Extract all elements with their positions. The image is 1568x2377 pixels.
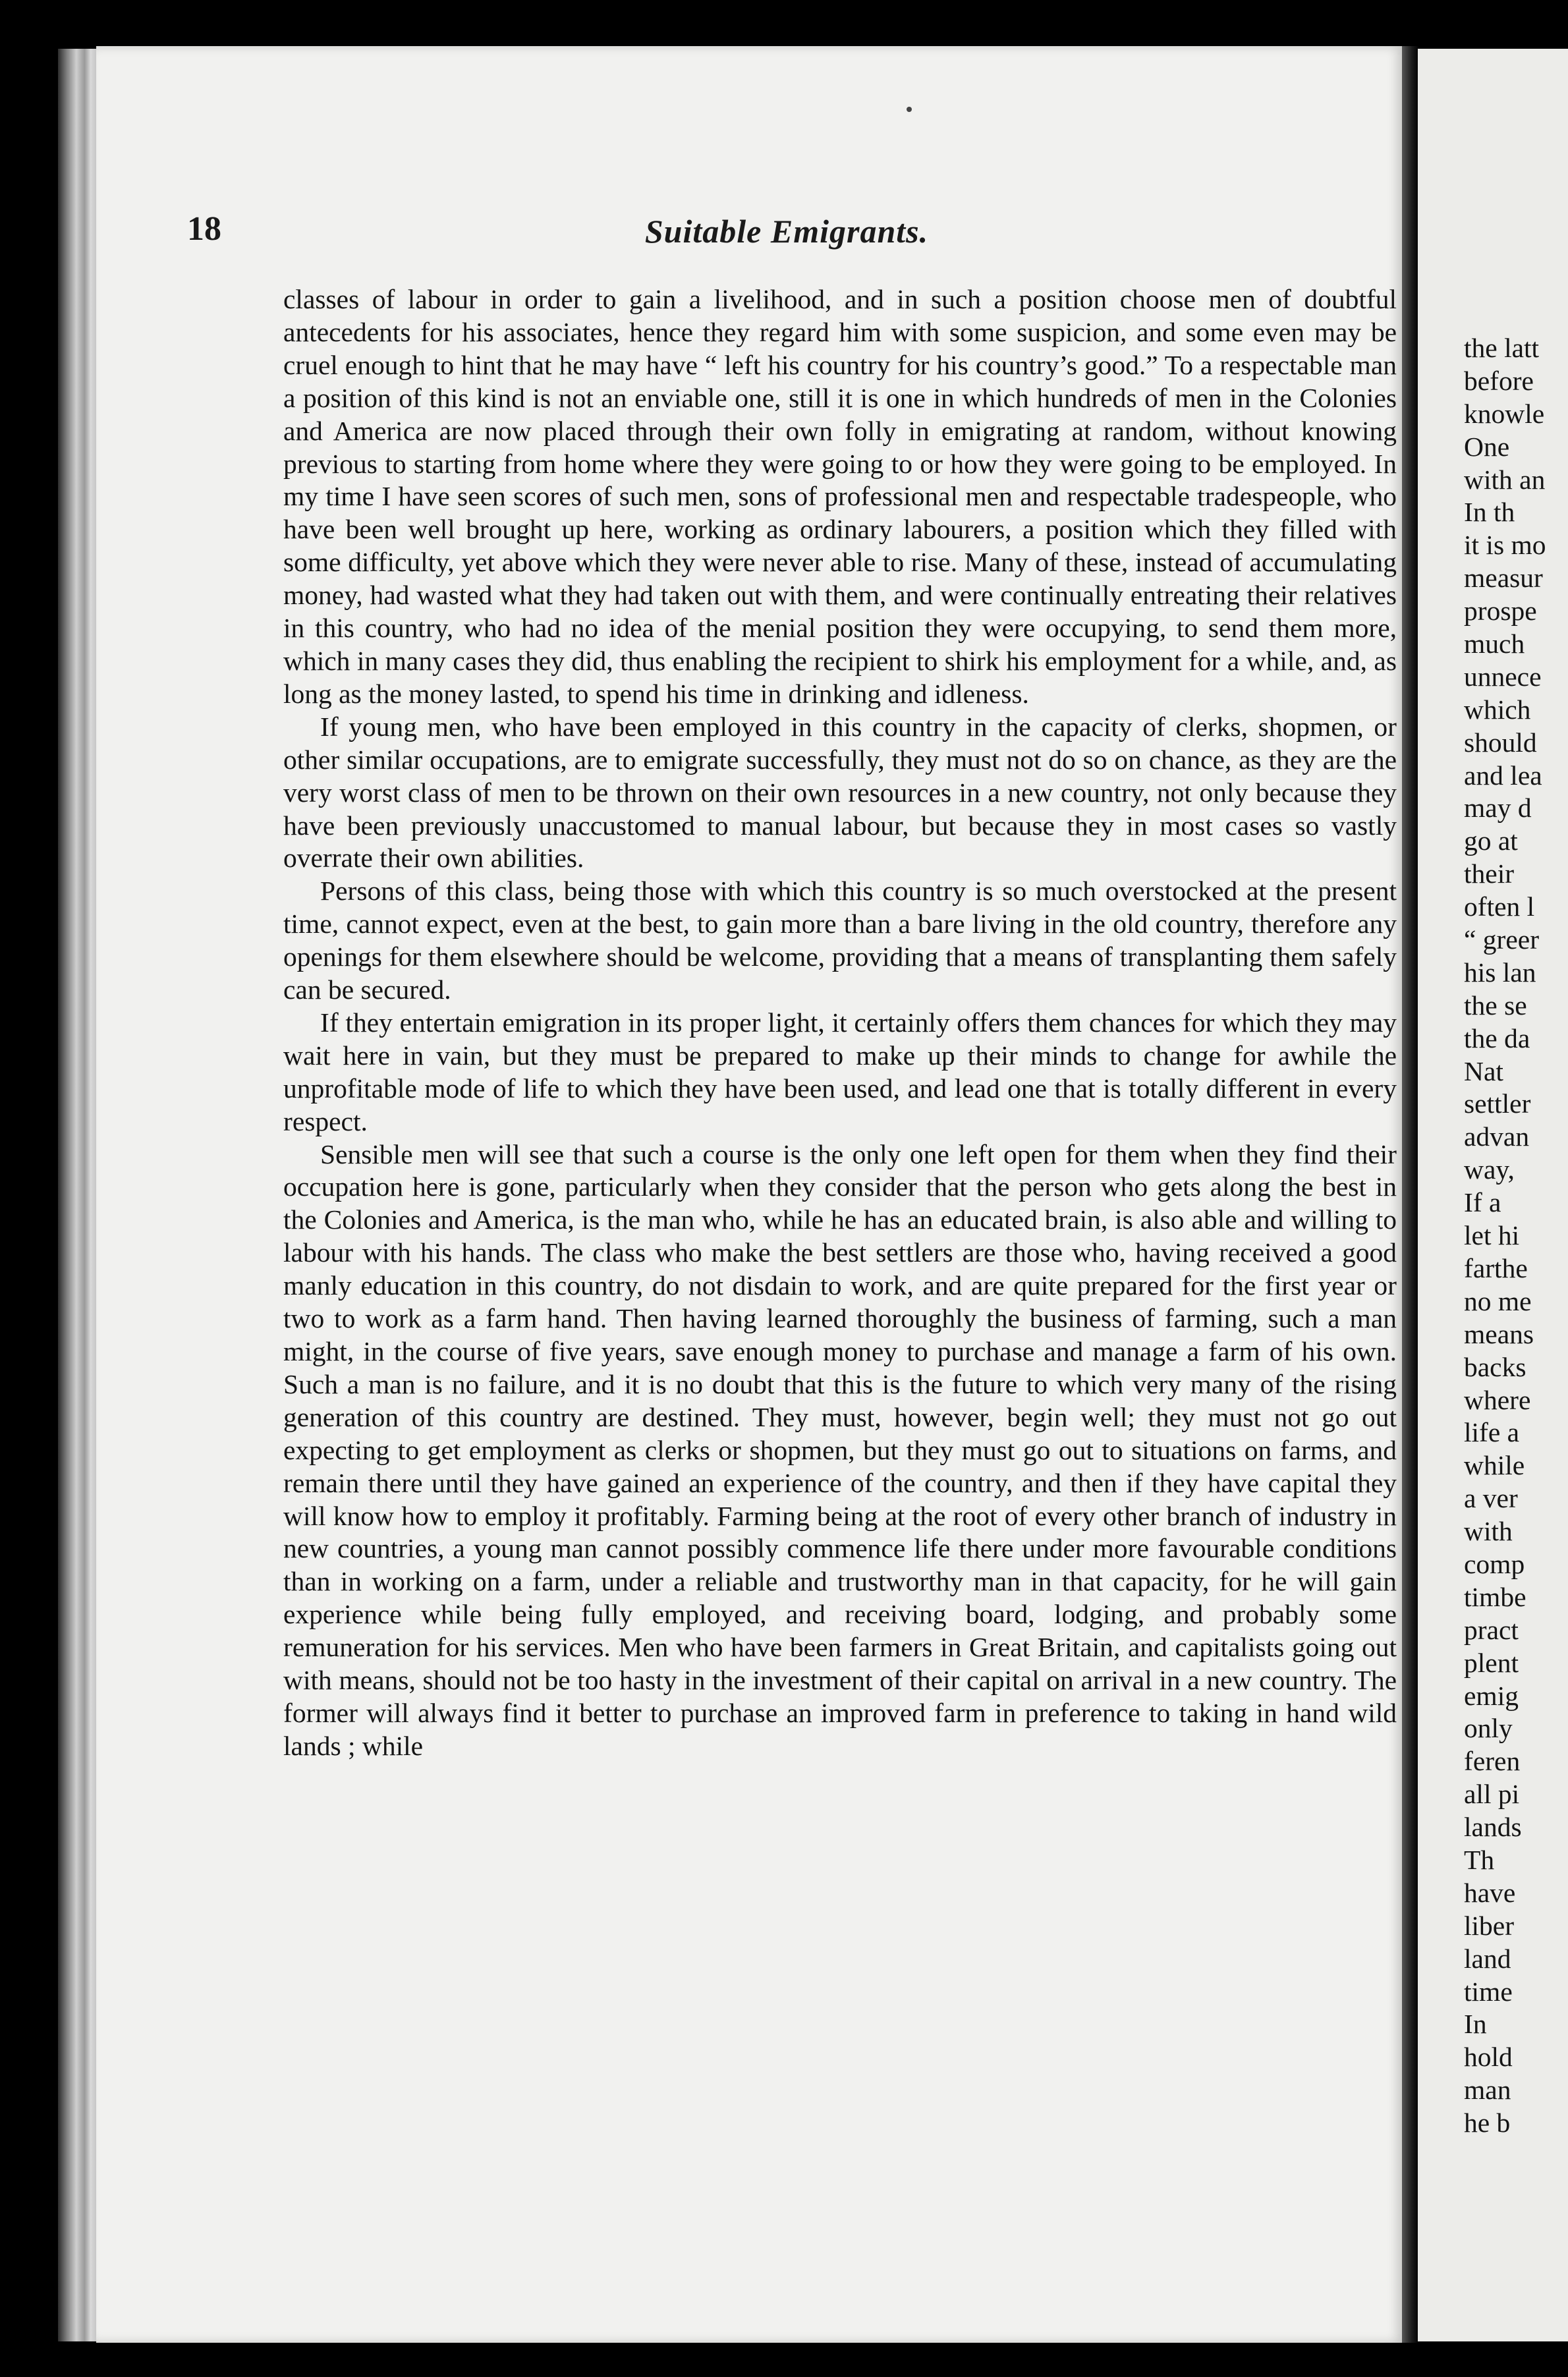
facing-page-line: only (1464, 1713, 1513, 1744)
facing-page-text (1464, 332, 1568, 2140)
facing-page-line: knowle (1464, 398, 1545, 429)
facing-page-line: all pi (1464, 1779, 1520, 1810)
running-head (187, 210, 1386, 262)
print-speck (907, 107, 912, 112)
facing-page (1418, 49, 1568, 2341)
body-text (283, 283, 1397, 1763)
facing-page-line: before (1464, 365, 1534, 396)
facing-page-line: pract (1464, 1614, 1519, 1645)
facing-page-line: backs (1464, 1351, 1526, 1382)
facing-page-line: lands (1464, 1812, 1522, 1843)
facing-page-line: he b (1464, 2108, 1511, 2139)
facing-page-line: with an (1464, 464, 1546, 495)
facing-page-line: life a (1464, 1417, 1520, 1448)
facing-page-line: may d (1464, 793, 1532, 824)
facing-page-line: measur (1464, 563, 1543, 594)
facing-page-line: while (1464, 1450, 1525, 1481)
paragraph-1: classes of labour in order to gain a livelihood, and in such a position choose men of doubtful antecedents for his associates, hence they regard him with some suspicion, and some even may be cruel enough to hint that he may have “ left his country for his country’s good.” To a respectable man a position of this kind is not an enviable one, still it is one in which hundreds of men in the Colonies and America are now placed through their own folly in emigrating at random, without knowing previous to starting from home where they were going to or how they were going to be employed. In my time I have seen scores of such men, sons of professional men and respectable tradespeople, who have been well brought up here, working as ordinary labourers, a position which they filled with some difficulty, yet above which they were never able to rise. Many of these, instead of accumulating money, had wasted what they had taken out with them, and were continually entreating their relatives in this country, who had no idea of the menial position they were occupying, to send them more, which in many cases they did, thus enabling the recipient to shirk his employment for a while, and, as long as the money lasted, to spend his time in drinking and idleness. (283, 284, 1397, 709)
facing-page-line: In (1464, 2009, 1487, 2040)
facing-page-line: farthe (1464, 1252, 1528, 1283)
facing-page-line: unnece (1464, 661, 1542, 692)
facing-page-line: much (1464, 629, 1525, 659)
facing-page-line: If a (1464, 1187, 1501, 1218)
book-spine-shadow (58, 49, 99, 2341)
facing-page-line: “ greer (1464, 924, 1540, 955)
facing-page-line: advan (1464, 1121, 1530, 1152)
facing-page-line: where (1464, 1384, 1531, 1415)
facing-page-line: settler (1464, 1088, 1531, 1119)
facing-page-line: and lea (1464, 760, 1542, 791)
facing-page-line: the latt (1464, 333, 1540, 363)
facing-page-line: land (1464, 1943, 1511, 1974)
paragraph-2: If young men, who have been employed in this country in the capacity of clerks, shopmen, or other similar occupations, are to emigrate successfully, they must not do so on chance, as they are the very worst class of men to be thrown on their own resources in a new country, not only because they have been previously unaccustomed to manual labour, but because they in most cases so vastly overrate their own abilities. (283, 711, 1397, 874)
facing-page-line: Nat (1464, 1055, 1503, 1086)
page-gutter (1402, 46, 1419, 2343)
facing-page-line: his lan (1464, 957, 1536, 988)
facing-page-line: comp (1464, 1548, 1525, 1579)
facing-page-line: which (1464, 694, 1531, 725)
facing-page-line: prospe (1464, 596, 1537, 627)
facing-page-line: In th (1464, 497, 1515, 528)
facing-page-line: no me (1464, 1285, 1532, 1316)
facing-page-line: go at (1464, 825, 1518, 856)
page-number: 18 (187, 210, 221, 248)
facing-page-line: their (1464, 858, 1515, 889)
facing-page-line: One (1464, 431, 1510, 462)
facing-page-line: man (1464, 2075, 1511, 2106)
paragraph-5: Sensible men will see that such a course is the only one left open for them when they find their occupation here is gone, particularly when they consider that the person who gets along the best in the Colonies and America, is the man who, while he has an educated brain, is also able and willing to labour with his hands. The class who make the best settlers are those who, having received a good manly education in this country, do not disdain to work, and are quite prepared for the first year or two to work as a farm hand. Then having learned thoroughly the business of farming, such a man might, in the course of five years, save enough money to purchase and manage a farm of his own. Such a man is no failure, and it is no doubt that this is the future to which very many of the rising generation of this country are destined. They must, however, begin well; they must not go out expecting to get employment as clerks or shopmen, but they must go out to situations on farms, and remain there until they have gained an experience of the country, and then if they have capital they will know how to employ it profitably. Farming being at the root of every other branch of industry in new countries, a young man cannot possibly commence life there under more favourable conditions than in working on a farm, under a reliable and trustworthy man in that capacity, for he will gain experience while being fully employed, and receiving board, lodging, and probably some remuneration for his services. Men who have been farmers in Great Britain, and capitalists going out with means, should not be too hasty in the investment of their capital on arrival in a new country. The former will always find it better to purchase an improved farm in preference to taking in hand wild lands ; while (283, 1138, 1397, 1761)
facing-page-line: it is mo (1464, 530, 1546, 561)
paragraph-3: Persons of this class, being those with which this country is so much overstocked at the present time, cannot expect, even at the best, to gain more than a bare living in the old country, therefore any openings for them elsewhere should be welcome, providing that a means of transplanting them safely can be secured. (283, 876, 1397, 1005)
facing-page-line: the da (1464, 1022, 1530, 1053)
facing-page-line: way, (1464, 1154, 1515, 1185)
facing-page-line: emig (1464, 1680, 1519, 1711)
facing-page-line: plent (1464, 1647, 1519, 1678)
running-title: Suitable Emigrants. (644, 213, 929, 250)
facing-page-line: feren (1464, 1746, 1521, 1777)
facing-page-line: liber (1464, 1910, 1515, 1941)
facing-page-line: hold (1464, 2042, 1513, 2073)
facing-page-line: a ver (1464, 1483, 1518, 1514)
facing-page-line: the se (1464, 990, 1527, 1021)
facing-page-line: with (1464, 1516, 1513, 1547)
paragraph-4: If they entertain emigration in its proper light, it certainly offers them chances for which they may wait here in vain, but they must be prepared to make up their minds to change for awhile the unprofitable mode of life to which they have been used, and lead one that is totally different in every respect. (283, 1007, 1397, 1136)
facing-page-line: time (1464, 1976, 1513, 2007)
facing-page-line: have (1464, 1877, 1516, 1908)
facing-page-line: Th (1464, 1844, 1495, 1875)
facing-page-line: should (1464, 727, 1537, 758)
facing-page-line: often l (1464, 891, 1535, 922)
facing-page-line: means (1464, 1318, 1534, 1349)
facing-page-line: timbe (1464, 1581, 1526, 1612)
facing-page-line: let hi (1464, 1220, 1520, 1251)
